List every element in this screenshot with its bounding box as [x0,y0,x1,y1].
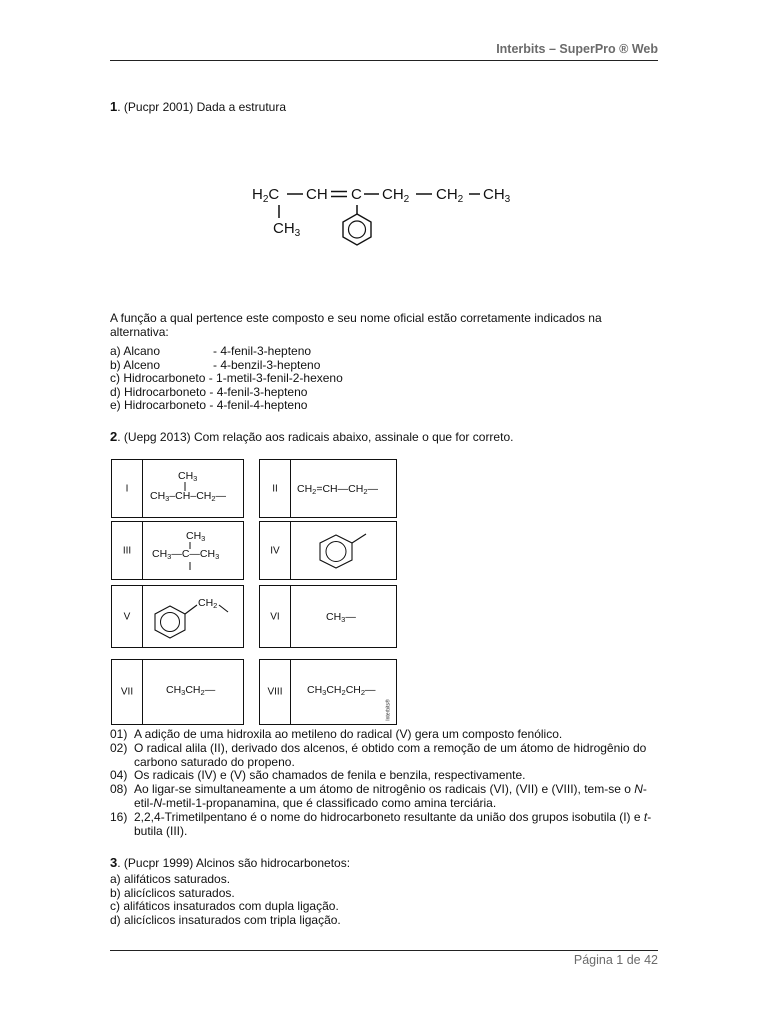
q1-ch3: $CH_3$ [483,186,511,205]
q1-structure [240,178,540,250]
header-rule [110,60,658,61]
q1-bonds [240,178,540,250]
statement-02[interactable]: 02) O radical alila (II), derivado dos alcenos, é obtido com a remoção de um átomo de hidrogênio do carbono saturado do propeno. [110,740,647,769]
statement-08[interactable]: 08) Ao ligar-se simultaneamente a um átomo de nitrogênio os radicais (VI), (VII) e (VIII), tem-se o N-etil-N-metil-1-propanamina, que é classificado como amina terciária. [110,782,647,810]
q1-h2c: $H_2C$ [252,186,280,205]
q1-option-a[interactable]: a) Alcano - 4-fenil-3-hepteno [110,344,312,358]
radical-box-V: V $CH_2$ [111,585,244,648]
q1-option-c[interactable]: c) Hidrocarboneto - 1-metil-3-fenil-2-hexeno [110,371,343,386]
q1-title [110,99,286,114]
radical-box-III: III $CH_3$ $CH_3—C—CH_3$ [111,521,244,580]
q1-number: 1 [110,99,118,114]
statement-01[interactable]: 01) A adição de uma hidroxila ao metileno do radical (V) gera um composto fenólico. [110,727,563,741]
q3-option-b[interactable]: b) alicíclicos saturados. [110,885,235,900]
q1-option-e[interactable]: e) Hidrocarboneto - 4-fenil-4-hepteno [110,398,308,413]
phenyl-ring [260,522,398,581]
header-brand: Interbits – SuperPro ® Web [496,42,658,56]
q1-ch: CH [306,186,328,203]
interbits-watermark: Interbits® [385,699,392,721]
q3-option-d[interactable]: d) alicíclicos insaturados com tripla ligação. [110,912,341,927]
footer-page-number: Página 1 de 42 [573,953,658,967]
radical-box-IV: IV [259,521,397,580]
q3-intro: . (Pucpr 1999) Alcinos são hidrocarbonetos: [117,856,351,870]
q2-intro: . (Uepg 2013) Com relação aos radicais abaixo, assinale o que for correto. [117,430,514,444]
q1-ch2a: $CH_2$ [382,186,410,205]
q1-branch-ch3: $CH_3$ [273,220,301,239]
q2-number: 2 [110,429,118,444]
q2-statements [110,728,662,838]
q1-question: A função a qual pertence este composto e seu nome oficial estão corretamente indicados na alternativa: [110,311,602,339]
statement-16[interactable]: 16) 2,2,4-Trimetilpentano é o nome do hidrocarboneto resultante da união dos grupos isobutila (I) e t-butila (III). [110,809,652,838]
radical-box-VII: VII $CH_3CH_2—$ [111,659,244,725]
benzyl-ring [112,586,245,649]
q1-intro: . (Pucpr 2001) Dada a estrutura [117,100,286,114]
q1-ch2b: $CH_2$ [436,186,464,205]
q1-option-d[interactable]: d) Hidrocarboneto - 4-fenil-3-hepteno [110,384,308,399]
q1-option-b[interactable]: b) Alceno - 4-benzil-3-hepteno [110,357,321,372]
radical-box-VI: VI $CH_3—$ [259,585,397,648]
q3-option-a[interactable]: a) alifáticos saturados. [110,872,231,886]
q3-option-c[interactable]: c) alifáticos insaturados com dupla ligação. [110,899,339,914]
radical-box-VIII: VIII $CH_3CH_2CH_2—$ Interbits® [259,659,397,725]
statement-04[interactable]: 04) Os radicais (IV) e (V) são chamados de fenila e benzila, respectivamente. [110,768,526,783]
q1-benzene-ring [343,214,371,245]
radical-box-I: I $CH_3$ $CH_3-CH-CH_2—$ [111,459,244,518]
q3-number: 3 [110,855,118,870]
footer-rule [110,950,658,951]
q1-c: C [351,186,362,203]
q2-title [110,429,513,444]
radical-box-II: II $CH_2=CH—CH_2—$ [259,459,397,518]
q3-title [110,855,350,870]
